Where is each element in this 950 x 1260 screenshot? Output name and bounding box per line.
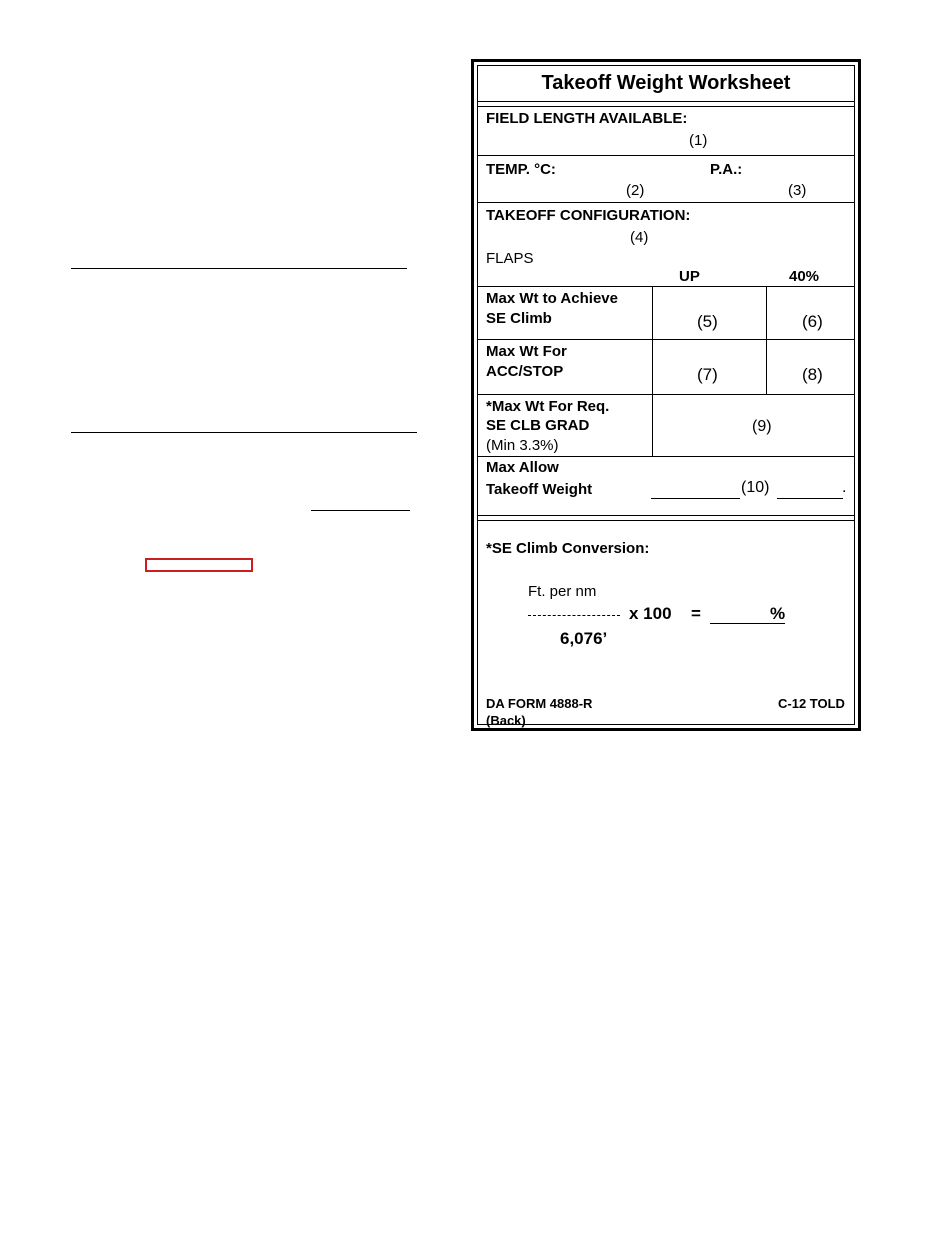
max-allow-period: . (842, 479, 847, 496)
temp-ref: (2) (626, 182, 645, 199)
divider-max-allow-2 (478, 520, 854, 521)
grad-ref: (9) (752, 418, 772, 435)
accstop-label-1: Max Wt For (486, 343, 567, 360)
pa-label: P.A.: (710, 161, 743, 178)
max-allow-label-1: Max Allow (486, 459, 559, 476)
footer-back: (Back) (486, 713, 526, 728)
conv-multiplier: x 100 (629, 604, 672, 623)
field-length-ref: (1) (689, 132, 708, 149)
highlight-box (145, 558, 253, 572)
max-allow-blank-right (777, 498, 843, 499)
conversion-title: *SE Climb Conversion: (486, 540, 650, 557)
se-climb-40-ref: (6) (802, 312, 823, 331)
conv-fraction-bar (528, 615, 620, 616)
takeoff-weight-worksheet (471, 59, 861, 731)
footer-form-number: DA FORM 4888-R (486, 696, 593, 711)
table-col-divider-2 (766, 286, 767, 394)
left-rule-2 (71, 432, 417, 433)
accstop-label-2: ACC/STOP (486, 363, 564, 380)
divider-se-climb (478, 339, 854, 340)
grad-label-2: SE CLB GRAD (486, 417, 590, 434)
pa-ref: (3) (788, 182, 807, 199)
worksheet-title: Takeoff Weight Worksheet (541, 72, 791, 94)
title-divider (478, 101, 854, 102)
accstop-40-ref: (8) (802, 365, 823, 384)
conv-equals: = (691, 604, 701, 623)
conv-denominator: 6,076’ (560, 629, 608, 648)
divider-grad (478, 456, 854, 457)
flaps-up-header: UP (679, 268, 700, 285)
left-rule-3 (311, 510, 410, 511)
divider-accstop (478, 394, 854, 395)
se-climb-up-ref: (5) (697, 312, 718, 331)
conv-numerator: Ft. per nm (528, 583, 597, 600)
divider-field-length (478, 155, 854, 156)
temp-label: TEMP. °C: (486, 161, 556, 178)
max-allow-blank-left (651, 498, 740, 499)
max-allow-ref: (10) (741, 479, 770, 496)
left-rule-1 (71, 268, 407, 269)
max-allow-label-2: Takeoff Weight (486, 481, 593, 498)
conv-percent: % (770, 604, 786, 623)
table-col-divider-1 (652, 286, 653, 456)
accstop-up-ref: (7) (697, 365, 718, 384)
divider-table-top (478, 286, 854, 287)
grad-label-3: (Min 3.3%) (486, 437, 559, 454)
config-label: TAKEOFF CONFIGURATION: (486, 207, 691, 224)
title-divider-2 (478, 106, 854, 107)
divider-temp (478, 202, 854, 203)
se-climb-label-2: SE Climb (486, 310, 552, 327)
footer-aircraft: C-12 TOLD (778, 696, 845, 711)
grad-label-1: *Max Wt For Req. (486, 398, 610, 415)
worksheet-inner-frame (477, 65, 855, 728)
se-climb-label-1: Max Wt to Achieve (486, 290, 618, 307)
config-ref: (4) (630, 229, 649, 246)
flaps-40-header: 40% (789, 268, 820, 285)
flaps-label: FLAPS (486, 250, 534, 267)
field-length-label: FIELD LENGTH AVAILABLE: (486, 110, 688, 127)
divider-max-allow (478, 515, 854, 516)
